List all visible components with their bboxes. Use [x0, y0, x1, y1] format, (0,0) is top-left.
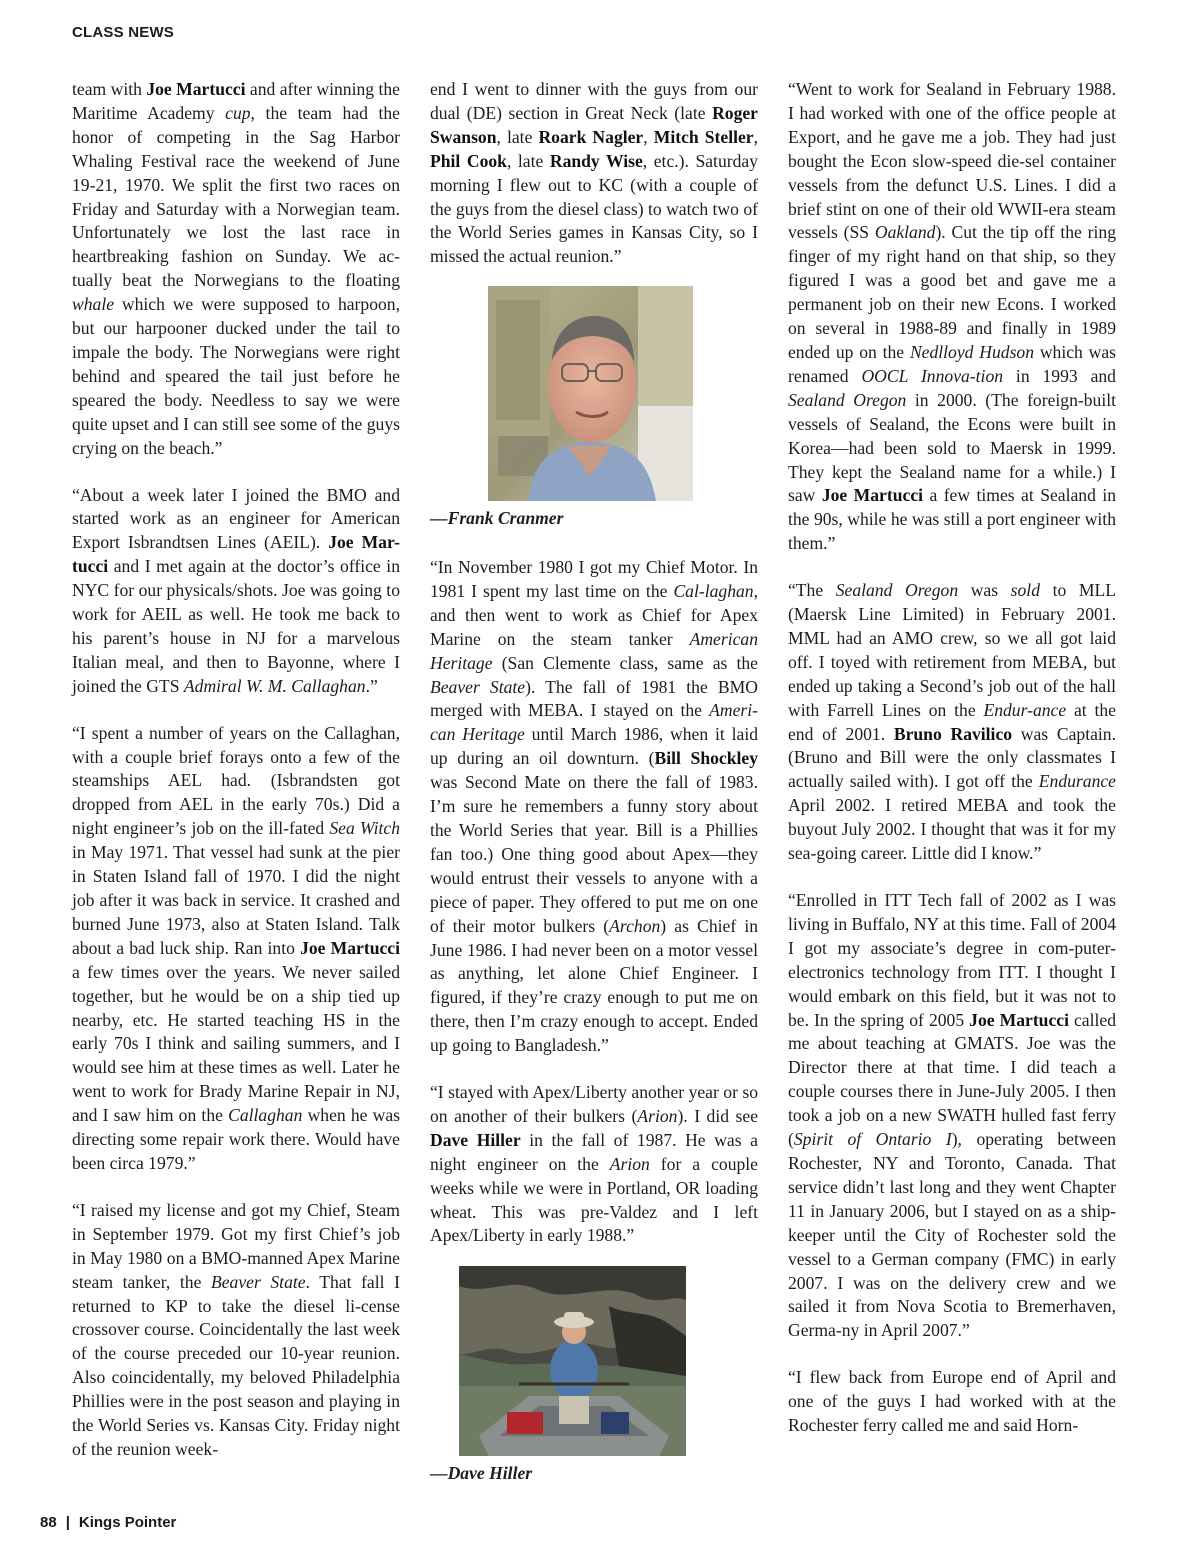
- ship-name: Ameri-can Heritage: [430, 700, 758, 745]
- article-column-3: [788, 78, 1116, 1461]
- page-footer: [40, 1514, 176, 1531]
- paragraph: “I raised my license and got my Chief, Steam in September 1979. Got my first Chief’s job in May 1980 on a BMO-manned Apex Marine steam tanker, the Beaver State. That fall I returned to KP to take the diesel li-cense crossover course. Coincidentally the last week of the course preceded our 10-year reunion. Also coincidentally, my beloved Philadelphia Phillies were in the post season and playing in the World Series vs. Kansas City. Friday night of the reunion week-: [72, 1199, 400, 1459]
- ship-name: Endurance: [1038, 771, 1116, 792]
- ship-name: Nedlloyd Hudson: [909, 341, 1035, 362]
- classmate-name: Joe Martucci: [300, 937, 400, 958]
- article-column-2-middle: [430, 556, 758, 1271]
- photo-caption-frank: —Frank Cranmer: [430, 508, 564, 528]
- paragraph: “I stayed with Apex/Liberty another year or so on another of their bulkers (Arion). I did see Dave Hiller in the fall of 1987. He was a night engineer on the Arion for a couple weeks while we were in Portland, OR loading wheat. This was pre-Valdez and I left Apex/Liberty in early 1988.”: [430, 1082, 758, 1246]
- classmate-name: Joe Mar-tucci: [72, 532, 400, 577]
- ship-name: Sealand Oregon: [835, 580, 959, 601]
- paragraph: “In November 1980 I got my Chief Motor. In 1981 I spent my last time on the Cal-laghan, and then went to work as Chief for Apex Marine on the steam tanker American Heritage (San Clemente class, same as the Beaver State). The fall of 1981 the BMO merged with MEBA. I stayed on the Ameri-can Heritage until March 1986, when it laid up during an oil downturn. (Bill Shockley was Second Mate on there the fall of 1983. I’m sure he remembers a funny story about the World Series that year. Bill is a Phillies fan too.) One thing good about Apex—they would entrust their vessels to anyone with a piece of paper. They offered to put me on one of their motor bulkers (Archon) as Chief in June 1986. I had never been on a motor vessel as anything, let alone Chief Engineer. I figured, if they’re crazy enough to put me on there, then I’m crazy enough to accept. Ended up going to Bangladesh.”: [430, 557, 759, 1056]
- ship-name: Archon: [609, 915, 661, 936]
- ship-name: Spirit of Ontario I: [793, 1129, 952, 1150]
- classmate-name: Joe Martucci: [969, 1009, 1069, 1030]
- article-column-2-top: [430, 78, 758, 292]
- paragraph: “The Sealand Oregon was sold to MLL (Maersk Line Limited) in February 2001. MML had an AMO crew, so we all got laid off. I toyed with retirement from MEBA, but ended up taking a Second’s job out of the hall with Farrell Lines on the Endur-ance at the end of 2001. Bruno Ravilico was Captain. (Bruno and Bill were the only classmates I actually sailed with). I got off the Endurance April 2002. I retired MEBA and took the buyout July 2002. I thought that was it for my sea-going career. Little did I know.”: [788, 580, 1117, 864]
- ship-name: Sea Witch: [329, 818, 400, 839]
- paragraph: “Enrolled in ITT Tech fall of 2002 as I was living in Buffalo, NY at this time. Fall of 2004 I got my associate’s degree in com-puter-electronics technology from ITT. I thought I would embark on this field, but it was not to be. In the spring of 2005 Joe Martucci called me about teaching at GMATS. Joe was the Director there at that time. I did teach a couple courses there in June-July 2005. I then took a job on a new SWATH hulled fast ferry (Spirit of Ontario I), operating between Rochester, NY and Toronto, Canada. That service didn’t last long and they went Chapter 11 in January 2006, but I stayed on as a ship-keeper until the City of Rochester sold the vessel to a German company (FMC) in early 2007. I was on the delivery crew and we sailed it from Nova Scotia to Bremerhaven, Germa-ny in April 2007.”: [788, 890, 1116, 1341]
- ship-name: Sealand Oregon: [788, 389, 907, 410]
- paragraph: “I flew back from Europe end of April and one of the guys I had worked with at the Rochester ferry called me and said Horn-: [788, 1367, 1116, 1436]
- ship-name: Oakland: [874, 222, 936, 243]
- classmate-name: Dave Hiller: [430, 1129, 521, 1150]
- dave-hiller-photo: [459, 1266, 686, 1456]
- classmate-name: Joe Martucci: [821, 485, 924, 506]
- ship-name: Endur-ance: [983, 699, 1067, 720]
- ship-name: American Heritage: [430, 628, 758, 673]
- article-column-1: [72, 78, 400, 1485]
- portrait-image: [488, 286, 693, 501]
- ship-name: Admiral W. M. Callaghan: [183, 675, 366, 696]
- paragraph: “I spent a number of years on the Callaghan, with a couple brief forays onto a few of the steamships AEL had. (Isbrandsten got dropped from AEL in the early 70s.) Did a night engineer’s job on the ill-fated Sea Witch in May 1971. That vessel had sunk at the pier in Staten Island fall of 1970. I did the night job after it was back in service. It crashed and burned June 1973, also at Staten Island. Talk about a bad luck ship. Ran into Joe Martucci a few times over the years. We never sailed together, but he would be on a ship tied up nearby, etc. He started teaching HS in the early 70s I think and sailing summers, and I would see him at these times as well. Later he went to work for Brady Marine Repair in NJ, and I saw him on the Callaghan when he was directing some repair work there. Would have been circa 1979.”: [72, 722, 400, 1173]
- paragraph: team with Joe Martucci and after winning the Maritime Academy cup, the team had the honor of competing in the Sag Harbor Whaling Festival race the weekend of June 19-21, 1970. We split the first two races on Friday and Saturday with a Norwegian team. Unfortunately we lost the last race in heartbreaking fashion on Sunday. We ac-tually beat the Norwegians to the floating whale which we were supposed to harpoon, but our harpooner ducked under the tail to impale the body. The Norwegians were right behind and speared the tail just before he speared the body. Needless to say we were quite upset and I can still see some of the guys crying on the beach.”: [72, 79, 400, 458]
- publication-name: Kings Pointer: [78, 1514, 177, 1531]
- ship-name: OOCL Innova-tion: [861, 365, 1004, 386]
- ship-name: Beaver State: [210, 1271, 306, 1292]
- rowing-boat-image: [459, 1266, 686, 1456]
- frank-cranmer-photo: [488, 286, 693, 501]
- ship-name: Beaver State: [430, 676, 526, 697]
- classmate-name: Bruno Ravilico: [893, 723, 1013, 744]
- classmate-name: Roark Nagler: [538, 126, 644, 147]
- classmate-name: Joe Martucci: [146, 79, 246, 99]
- paragraph: end I went to dinner with the guys from our dual (DE) section in Great Neck (late Roger Swanson, late Roark Nagler, Mitch Steller, Phil Cook, late Randy Wise, etc.). Saturday morning I flew out to KC (with a couple of the guys from the diesel class) to watch two of the World Series games in Kansas City, so I missed the actual reunion.”: [430, 79, 759, 267]
- ship-name: Arion: [637, 1105, 678, 1126]
- classmate-name: Bill Shockley: [654, 748, 758, 769]
- paragraph: “Went to work for Sealand in February 1988. I had worked with one of the office people at Export, and he gave me a job. They had just bought the Econ slow-speed die-sel container vessels from the defunct U.S. Lines. I did a brief stint on one of their old WWII-era steam vessels (SS Oakland). Cut the tip off the ring finger of my right hand on that ship, so they figured I was a good bet and gave me a permanent job on their new Econs. I worked on several in 1988-89 and finally in 1989 ended up on the Nedlloyd Hudson which was renamed OOCL Innova-tion in 1993 and Sealand Oregon in 2000. (The foreign-built vessels of Sealand, the Econs were built in Korea—had been sold to Maersk in 1999. They kept the Sealand name for a while.) I saw Joe Martucci a few times at Sealand in the 90s, while he was still a port engineer with them.”: [788, 79, 1117, 554]
- classmate-name: Roger Swanson: [430, 102, 758, 147]
- paragraph: “About a week later I joined the BMO and started work as an engineer for American Export Isbrandtsen Lines (AEIL). Joe Mar-tucci and I met again at the doctor’s office in NYC for our physicals/shots. Joe was going to work for AEIL as well. He took me back to his parent’s house in NJ for a marvelous Italian meal, and then to Bayonne, where I joined the GTS Admiral W. M. Callaghan.”: [72, 484, 400, 696]
- classmate-name: Phil Cook: [430, 150, 507, 171]
- section-header: CLASS NEWS: [72, 24, 175, 41]
- ship-name: Arion: [609, 1153, 650, 1174]
- classmate-name: Randy Wise: [549, 150, 643, 171]
- photo-caption-dave: —Dave Hiller: [430, 1463, 533, 1483]
- ship-name: Callaghan: [228, 1105, 303, 1126]
- classmate-name: Mitch Steller: [653, 126, 754, 147]
- page-number: 88: [40, 1514, 57, 1531]
- footer-separator: |: [65, 1514, 70, 1531]
- ship-name: Cal-laghan: [673, 580, 754, 601]
